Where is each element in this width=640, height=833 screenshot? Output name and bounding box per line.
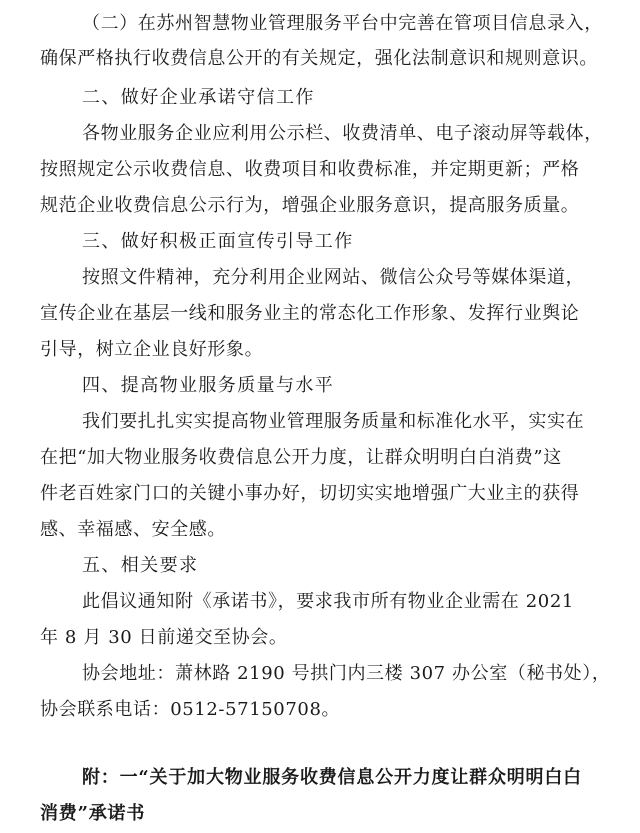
paragraph-line: 各物业服务企业应利用公示栏、收费清单、电子滚动屏等载体， (82, 123, 603, 144)
section-heading: 五、相关要求 (82, 555, 199, 576)
paragraph-line: 宣传企业在基层一线和服务业主的常态化工作形象、发挥行业舆论 (40, 303, 580, 324)
paragraph-line: 按照文件精神，充分利用企业网站、微信公众号等媒体渠道， (82, 267, 585, 288)
paragraph-line: 件老百姓家门口的关键小事办好，切切实实地增强广大业主的获得 (40, 483, 580, 504)
paragraph-line: 此倡议通知附《承诺书》，要求我市所有物业企业需在 2021 (82, 591, 574, 612)
paragraph-line: 在把“加大物业服务收费信息公开力度，让群众明明白白消费”这 (40, 447, 562, 468)
paragraph-line: 感、幸福感、安全感。 (40, 519, 226, 540)
paragraph-line: 引导，树立企业良好形象。 (40, 339, 264, 360)
paragraph-line: 规范企业收费信息公示行为，增强企业服务意识，提高服务质量。 (40, 195, 580, 216)
paragraph-line: 我们要扎扎实实提高物业管理服务质量和标准化水平，实实在 (82, 411, 585, 432)
paragraph-line: 年 8 月 30 日前递交至协会。 (40, 627, 288, 648)
paragraph-line: 确保严格执行收费信息公开的有关规定，强化法制意识和规则意识。 (40, 48, 598, 69)
section-heading: 四、提高物业服务质量与水平 (82, 375, 335, 396)
paragraph-line: 协会联系电话：0512-57150708。 (40, 699, 341, 720)
paragraph-line: 按照规定公示收费信息、收费项目和收费标准，并定期更新；严格 (40, 159, 580, 180)
attachment-title: 消费”承诺书 (40, 803, 146, 824)
paragraph-line: 协会地址：萧林路 2190 号拱门内三楼 307 办公室（秘书处）， (82, 663, 611, 684)
section-heading: 三、做好积极正面宣传引导工作 (82, 231, 354, 252)
section-heading: 二、做好企业承诺守信工作 (82, 87, 315, 108)
attachment-title: 附：一“关于加大物业服务收费信息公开力度让群众明明白白 (82, 767, 582, 788)
paragraph-line: （二）在苏州智慧物业管理服务平台中完善在管项目信息录入， (82, 13, 603, 34)
